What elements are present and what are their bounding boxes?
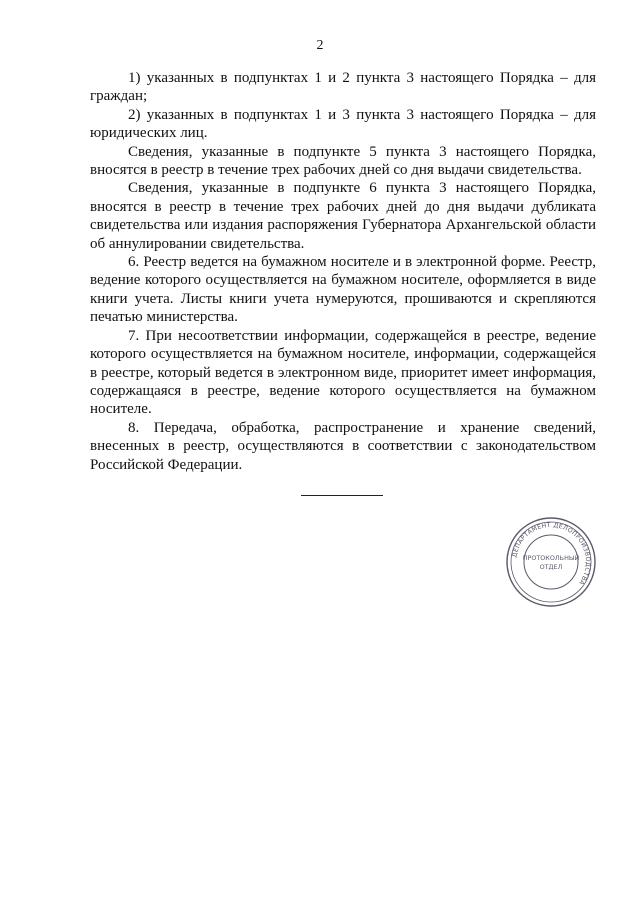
document-body bbox=[90, 69, 596, 474]
paragraph-item-1: 1) указанных в подпунктах 1 и 2 пункта 3 настоящего Порядка – для граждан; bbox=[90, 70, 596, 105]
paragraph-info-6: Сведения, указанные в подпункте 6 пункта 3 настоящего Порядка, вносятся в реестр в течение трех рабочих дней до дня выдачи дубликата свидетельства или издания распоряжения Губернатора Архангельской области об аннулировании свидетельства. bbox=[90, 180, 596, 252]
stamp-inner-ring bbox=[524, 535, 578, 589]
paragraph-clause-8: 8. Передача, обработка, распространение и хранение сведений, внесенных в реестр, осуществляются в соответствии с законодательством Российской Федерации. bbox=[90, 419, 596, 473]
official-stamp bbox=[505, 516, 597, 608]
paragraph-item-2: 2) указанных в подпунктах 1 и 3 пункта 3 настоящего Порядка – для юридических лиц. bbox=[90, 106, 596, 142]
paragraph-clause-6: 6. Реестр ведется на бумажном носителе и в электронной форме. Реестр, ведение которого осуществляется на бумажном носителе, оформляется в виде книги учета. Листы книги учета нумеруются, прошиваются и скрепляются печатью министерства. bbox=[90, 254, 596, 326]
paragraph-clause-7: 7. При несоответствии информации, содержащейся в реестре, ведение которого осуществляется на бумажном носителе, информации, содержащейся в реестре, который ведется в электронном виде, приоритет имеет информация, содержащаяся в реестре, ведение которого осуществляется на бумажном носителе. bbox=[90, 327, 596, 418]
stamp-inner-line2: ОТДЕЛ bbox=[539, 563, 563, 571]
stamp-inner-line1: ПРОТОКОЛЬНЫЙ bbox=[522, 554, 580, 562]
stamp-seal-icon bbox=[505, 516, 597, 608]
stamp-outer-ring bbox=[507, 518, 595, 606]
stamp-ring-text: ДЕПАРТАМЕНТ ДЕЛОПРОИЗВОДСТВА bbox=[511, 521, 592, 587]
paragraph-info-5: Сведения, указанные в подпункте 5 пункта 3 настоящего Порядка, вносятся в реестр в течение трех рабочих дней со дня выдачи свидетельства. bbox=[90, 143, 596, 179]
page-number: 2 bbox=[316, 38, 324, 53]
end-divider-line bbox=[301, 495, 383, 496]
